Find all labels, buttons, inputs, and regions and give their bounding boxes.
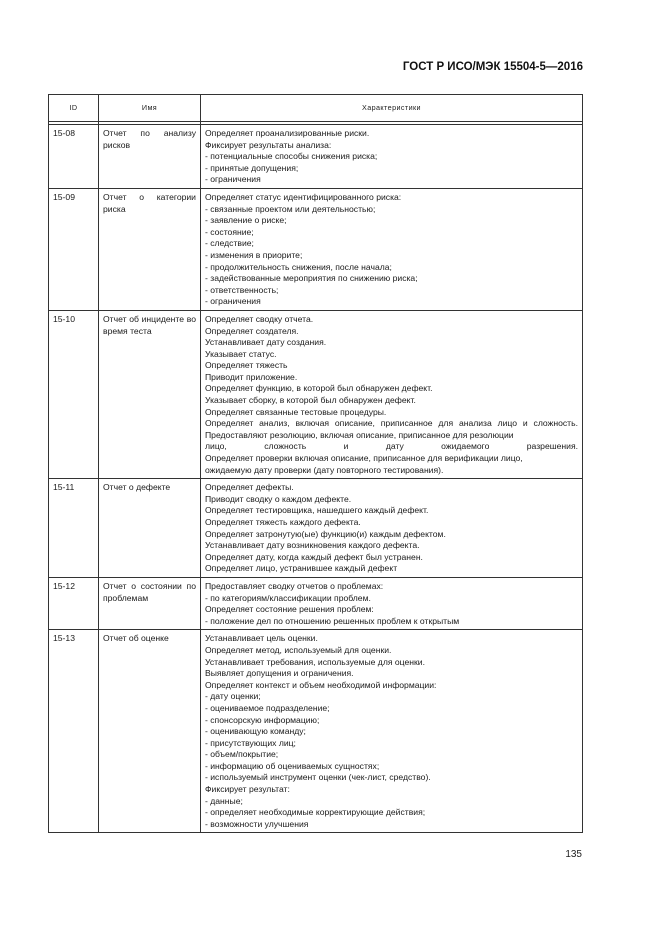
characteristic-line: Определяет статус идентифицированного риска: [205, 191, 402, 202]
table-body [49, 125, 583, 833]
characteristic-line: Устанавливает требования, используемые для оценки. [205, 656, 425, 667]
characteristic-line: Определяет проверки включая описание, приписанное для верификации лицо, [205, 453, 523, 464]
characteristic-line: Определяет связанные тестовые процедуры. [205, 406, 387, 417]
characteristic-line: Определяет лицо, устранившее каждый дефект [205, 563, 398, 574]
cell-name: Отчет об оценке [99, 630, 201, 833]
table-row [49, 479, 583, 578]
characteristic-line: Определяет метод, используемый для оценки. [205, 644, 392, 655]
characteristic-line: - задействованные мероприятия по снижению риска; [205, 273, 418, 284]
characteristic-line: Определяет дату, когда каждый дефект был устранен. [205, 551, 423, 562]
characteristic-line: Определяет тяжесть каждого дефекта. [205, 517, 361, 527]
characteristic-line: Определяет состояние решения проблем: [205, 604, 374, 615]
characteristic-line: - информацию об оцениваемых сущностях; [205, 760, 380, 771]
column-header-id: ID [49, 95, 99, 122]
characteristic-line: Предоставляют резолюцию, включая описание, приписанное для резолюции [205, 429, 514, 440]
cell-characteristics [201, 188, 583, 310]
document-standard-title: ГОСТ Р ИСО/МЭК 15504-5—2016 [402, 61, 583, 73]
characteristic-line: Фиксирует результаты анализа: [205, 139, 332, 150]
characteristic-line: Устанавливает дату создания. [205, 337, 327, 348]
characteristic-line: Определяет затронутую(ые) функцию(и) каждым дефектом. [205, 528, 446, 539]
cell-characteristics [201, 630, 583, 833]
characteristic-line: Определяет создателя. [205, 325, 299, 336]
cell-name: Отчет о категории риска [99, 188, 201, 310]
characteristic-line: - изменения в приорите; [205, 249, 303, 260]
column-header-name: Имя [99, 95, 201, 122]
table-row [49, 188, 583, 310]
characteristic-line: - по категориям/классификации проблем. [205, 592, 371, 603]
cell-id: 15-12 [49, 577, 99, 629]
characteristic-line: - определяет необходимые корректирующие действия; [205, 807, 426, 818]
cell-characteristics [201, 479, 583, 578]
characteristic-line: Указывает сборку, в которой был обнаружен дефект. [205, 395, 416, 406]
characteristic-line: Определяет тяжесть [205, 360, 288, 371]
characteristic-line: - связанные проектом или деятельностью; [205, 203, 376, 214]
cell-id: 15-13 [49, 630, 99, 833]
characteristic-line: - используемый инструмент оценки (чек-лист, средство). [205, 772, 431, 783]
characteristic-line: - продолжительность снижения, после начала; [205, 261, 392, 272]
cell-characteristics [201, 125, 583, 189]
characteristic-line: - ограничения [205, 296, 261, 307]
characteristic-line: - положение дел по отношению решенных проблем к открытым [205, 615, 460, 626]
characteristic-line: Устанавливает дату возникновения каждого дефекта. [205, 540, 420, 551]
characteristic-line: Определяет дефекты. [205, 482, 294, 493]
characteristic-line: Определяет анализ, включая описание, приписанное для анализа лицо и сложность. [205, 418, 578, 429]
cell-id: 15-11 [49, 479, 99, 578]
cell-id: 15-08 [49, 125, 99, 189]
characteristic-line: Приводит приложение. [205, 371, 298, 382]
characteristic-line: Устанавливает цель оценки. [205, 633, 318, 644]
characteristic-line: Определяет проанализированные риски. [205, 128, 370, 138]
cell-characteristics [201, 310, 583, 478]
characteristic-line: Предоставляет сводку отчетов о проблемах: [205, 580, 384, 591]
cell-name: Отчет о дефекте [99, 479, 201, 578]
characteristic-line: - возможности улучшения [205, 818, 309, 829]
characteristic-line: лицо, сложность и дату ожидаемого разрешения. [205, 441, 578, 452]
characteristic-line: Определяет контекст и объем необходимой информации: [205, 679, 437, 690]
characteristic-line: - состояние; [205, 226, 254, 237]
characteristic-line: - потенциальные способы снижения риска; [205, 151, 378, 162]
characteristic-line: Указывает статус. [205, 348, 277, 359]
cell-name: Отчет об инциденте во время теста [99, 310, 201, 478]
characteristic-line: ожидаемую дату проверки (дату повторного тестирования). [205, 464, 444, 475]
cell-name: Отчет о состоянии по проблемам [99, 577, 201, 629]
cell-characteristics [201, 577, 583, 629]
characteristic-line: - дату оценки; [205, 691, 261, 702]
page-number: 135 [565, 849, 582, 860]
characteristic-line: - ограничения [205, 174, 261, 185]
cell-id: 15-10 [49, 310, 99, 478]
characteristic-line: - присутствующих лиц; [205, 737, 296, 748]
characteristic-line: Определяет сводку отчета. [205, 313, 314, 324]
table-row [49, 125, 583, 189]
characteristic-line: Приводит сводку о каждом дефекте. [205, 493, 352, 504]
table-header-row [49, 95, 583, 122]
cell-id: 15-09 [49, 188, 99, 310]
cell-name: Отчет по анализу рисков [99, 125, 201, 189]
characteristic-line: - оценивающую команду; [205, 726, 306, 737]
characteristic-line: - заявление о риске; [205, 215, 287, 226]
characteristic-line: - данные; [205, 795, 243, 806]
characteristic-line: - оцениваемое подразделение; [205, 702, 330, 713]
column-header-characteristics: Характеристики [201, 95, 583, 122]
characteristic-line: Выявляет допущения и ограничения. [205, 668, 354, 679]
table-row [49, 310, 583, 478]
table-row [49, 577, 583, 629]
characteristic-line: - следствие; [205, 238, 254, 249]
characteristic-line: Определяет функцию, в которой был обнаружен дефект. [205, 383, 433, 394]
table-row [49, 630, 583, 833]
characteristic-line: - спонсорскую информацию; [205, 714, 320, 725]
characteristic-line: - принятые допущения; [205, 162, 299, 173]
characteristic-line: Фиксирует результат: [205, 784, 290, 795]
characteristic-line: Определяет тестировщика, нашедшего каждый дефект. [205, 505, 429, 516]
characteristic-line: - объем/покрытие; [205, 749, 279, 760]
characteristic-line: - ответственность; [205, 284, 279, 295]
requirements-table [48, 94, 583, 833]
